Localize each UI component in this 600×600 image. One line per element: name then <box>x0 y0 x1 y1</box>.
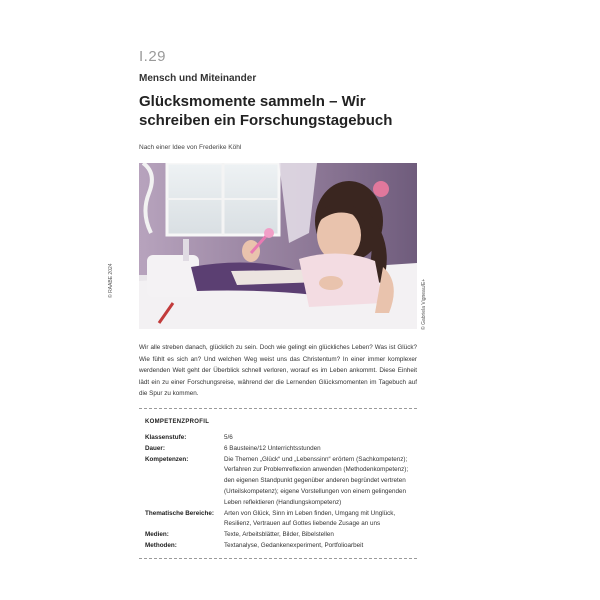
row-label: Dauer: <box>145 444 165 452</box>
row-label: Thematische Bereiche: <box>145 509 214 517</box>
competence-table <box>145 433 415 552</box>
row-value: Texte, Arbeitsblätter, Bilder, Bibelstellen <box>224 531 334 539</box>
section-title: Mensch und Miteinander <box>139 73 257 84</box>
row-label: Medien: <box>145 531 169 539</box>
row-value: 6 Bausteine/12 Unterrichtsstunden <box>224 444 321 452</box>
page-title: Glücksmomente sammeln – Wir schreiben ein Forschungstagebuch <box>139 93 393 129</box>
row-label: Klassenstufe: <box>145 434 187 441</box>
intro-paragraph: Wir alle streben danach, glücklich zu sein. Doch wie gelingt ein glückliches Leben? Was ist Glück? Wie fühlt es sich an? Und welchen Weg weist uns das Christentum? In einer immer komplexer werdenden Welt geht der Überblick schnell verloren, worauf es im Leben ankommt. Diese Einheit lädt ein zu einer Forschungsreise, während der die Lernenden Glücksmomenten im Tagebuch auf die Spur zu kommen. <box>139 344 417 397</box>
photo-girl-writing-diary-icon <box>139 163 417 329</box>
copyright-notice: © RAABE 2024 <box>108 263 114 298</box>
divider-top <box>139 408 417 409</box>
divider-bottom <box>139 558 417 559</box>
unit-number: I.29 <box>139 48 167 65</box>
row-value: Arten von Glück, Sinn im Leben finden, Umgang mit Unglück, Resilienz, Vertrauen auf Gottes liebende Zusage an uns <box>224 509 396 528</box>
competence-row <box>145 509 415 531</box>
row-label: Kompetenzen: <box>145 455 189 463</box>
row-value: Textanalyse, Gedankenexperiment, Portfolioarbeit <box>224 541 364 549</box>
row-value: Die Themen „Glück“ und „Lebenssinn“ erörtern (Sachkompetenz); Verfahren zur Problemreflexion anwenden (Methodenkompetenz); den eigenen Standpunkt gegenüber anderen begründet vertreten (Urteilskompetenz); eigene Vorstellungen von einem gelingenden Leben reflektieren (Handlungskompetenz) <box>224 455 409 506</box>
byline: Nach einer Idee von Frederike Köhl <box>139 144 242 151</box>
photo-credit: © Gabriela Vigneau/E+ <box>421 278 427 330</box>
competence-heading: KOMPETENZPROFIL <box>145 419 210 425</box>
competence-row <box>145 444 415 455</box>
cover-photo <box>139 163 417 329</box>
competence-row <box>145 433 415 444</box>
row-value: 5/6 <box>224 434 233 441</box>
competence-row <box>145 455 415 509</box>
row-label: Methoden: <box>145 541 177 549</box>
competence-row <box>145 530 415 541</box>
competence-row <box>145 541 415 552</box>
